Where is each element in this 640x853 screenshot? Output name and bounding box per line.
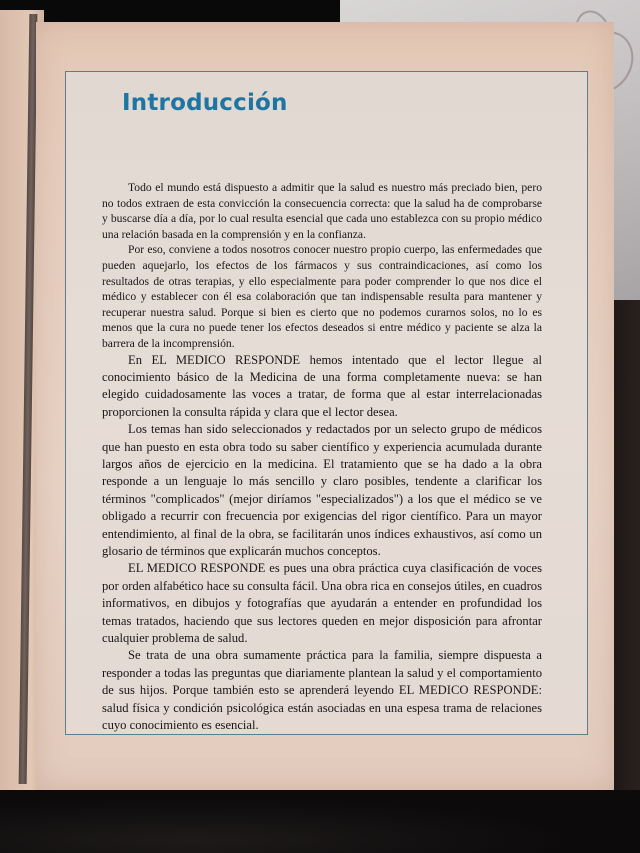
paragraph-2: Por eso, conviene a todos nosotros conocer nuestro propio cuerpo, las enfermedades que pueden aquejarlo, los efectos de los fármacos y sus contraindicaciones, así como los resultados de otras terapias, y ello especialmente para poder comprender lo que nos dice el médico y establecer con él esa colaboración que tan indispensable resulta para mantener y recuperar nuestra salud. Porque si bien es cierto que no podemos curarnos solos, no lo es menos que la cura no puede tener los efectos deseados si entre médico y paciente se alza la barrera de la incomprensión.: [102, 243, 542, 350]
paragraph-1: Todo el mundo está dispuesto a admitir que la salud es nuestro más preciado bien, pero no todos extraen de esta convicción la consecuencia correcta: que la salud ha de comprobarse y buscarse día a día, por lo cual resulta esencial que cada uno establezca con su propio médico una relación basada en la comprensión y en la confianza.: [102, 181, 542, 241]
paragraph-3: En EL MEDICO RESPONDE hemos intentado que el lector llegue al conocimiento básico de la Medicina de una forma completamente nueva: se han elegido cuidadosamente las voces a tratar, de forma que al estar interrelacionadas proporcionen la consulta rápida y clara que el lector desea.: [102, 352, 542, 419]
background-dark-bottom: [0, 790, 640, 853]
paragraph-5: EL MEDICO RESPONDE es pues una obra práctica cuya clasificación de voces por orden alfabético hace su consulta fácil. Una obra rica en consejos útiles, en cuadros informativos, en dibujos y fotografías que ayudarán a entender en profundidad los temas tratados, haciendo que sus lectores queden en mejor disposición para afrontar cualquier problema de salud.: [102, 561, 542, 646]
paragraph-4: Los temas han sido seleccionados y redactados por un selecto grupo de médicos que han puesto en esta obra todo su saber científico y experiencia acumulada durante largos años de ejercicio en la medicina. El tratamiento que se ha dado a la obra responde a un lenguaje lo más sencillo y claro posibles, tendente a clarificar los términos "complicados" (mejor diríamos "especializados") a los que el médico se ve obligado a recurrir con frecuencia por exigencias del rigor científico. Para un mayor entendimiento, al final de la obra, se facilitarán unos índices exhaustivos, así como un glosario de términos que explicarán muchos conceptos.: [102, 422, 542, 558]
body-text: [102, 180, 542, 734]
paragraph-6: Se trata de una obra sumamente práctica para la familia, siempre dispuesta a responder a todas las preguntas que diariamente plantean la salud y el comportamiento de sus hijos. Porque también esto se aprenderá leyendo EL MEDICO RESPONDE: salud física y condición psicológica están asociadas en una espesa trama de relaciones cuyo conocimiento es esencial.: [102, 648, 542, 733]
book-page: [36, 22, 614, 790]
page-frame: [65, 71, 588, 735]
page-title: Introducción: [122, 90, 288, 116]
